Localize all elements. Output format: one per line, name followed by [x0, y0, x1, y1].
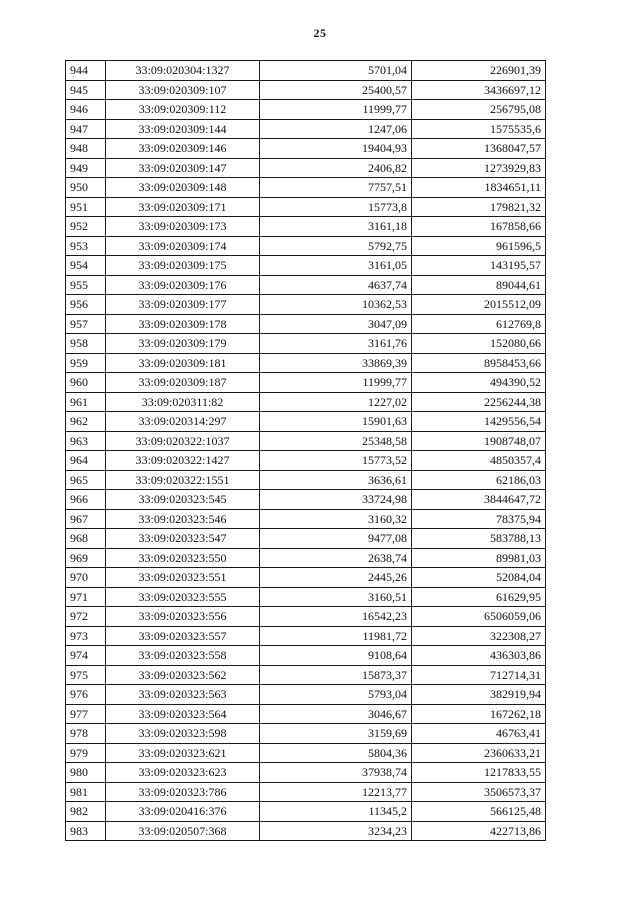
table-row — [66, 158, 546, 178]
table-row — [66, 626, 546, 646]
cadastral-number-cell: 33:09:020323:558 — [106, 646, 260, 666]
table-row — [66, 217, 546, 237]
cadastral-number-cell: 33:09:020304:1327 — [106, 61, 260, 81]
row-number-cell: 971 — [66, 587, 106, 607]
row-number-cell: 969 — [66, 548, 106, 568]
value-cell: 2256244,38 — [412, 392, 546, 412]
cadastral-number-cell: 33:09:020323:786 — [106, 782, 260, 802]
row-number-cell: 977 — [66, 704, 106, 724]
table-row — [66, 295, 546, 315]
area-cell: 3160,32 — [260, 509, 412, 529]
table-row — [66, 412, 546, 432]
page-number: 25 — [313, 26, 327, 40]
value-cell: 3844647,72 — [412, 490, 546, 510]
row-number-cell: 952 — [66, 217, 106, 237]
area-cell: 3160,51 — [260, 587, 412, 607]
value-cell: 3436697,12 — [412, 80, 546, 100]
table-row — [66, 490, 546, 510]
table-row — [66, 139, 546, 159]
table-row — [66, 782, 546, 802]
value-cell: 89044,61 — [412, 275, 546, 295]
cadastral-number-cell: 33:09:020323:551 — [106, 568, 260, 588]
area-cell: 5792,75 — [260, 236, 412, 256]
row-number-cell: 950 — [66, 178, 106, 198]
area-cell: 15873,37 — [260, 665, 412, 685]
row-number-cell: 980 — [66, 763, 106, 783]
area-cell: 1247,06 — [260, 119, 412, 139]
value-cell: 1575535,6 — [412, 119, 546, 139]
area-cell: 1227,02 — [260, 392, 412, 412]
area-cell: 3047,09 — [260, 314, 412, 334]
row-number-cell: 944 — [66, 61, 106, 81]
cadastral-number-cell: 33:09:020323:623 — [106, 763, 260, 783]
table-row — [66, 100, 546, 120]
value-cell: 1368047,57 — [412, 139, 546, 159]
cadastral-number-cell: 33:09:020323:547 — [106, 529, 260, 549]
value-cell: 322308,27 — [412, 626, 546, 646]
cadastral-number-cell: 33:09:020323:546 — [106, 509, 260, 529]
table-row — [66, 685, 546, 705]
value-cell: 566125,48 — [412, 802, 546, 822]
row-number-cell: 951 — [66, 197, 106, 217]
cadastral-number-cell: 33:09:020323:598 — [106, 724, 260, 744]
area-cell: 19404,93 — [260, 139, 412, 159]
cadastral-number-cell: 33:09:020323:564 — [106, 704, 260, 724]
area-cell: 11999,77 — [260, 373, 412, 393]
row-number-cell: 966 — [66, 490, 106, 510]
table-row — [66, 743, 546, 763]
table-row — [66, 314, 546, 334]
value-cell: 179821,32 — [412, 197, 546, 217]
cadastral-number-cell: 33:09:020309:174 — [106, 236, 260, 256]
cadastral-number-cell: 33:09:020323:555 — [106, 587, 260, 607]
area-cell: 15901,63 — [260, 412, 412, 432]
area-cell: 5701,04 — [260, 61, 412, 81]
table-row — [66, 256, 546, 276]
cadastral-number-cell: 33:09:020323:563 — [106, 685, 260, 705]
table-row — [66, 568, 546, 588]
cadastral-number-cell: 33:09:020323:562 — [106, 665, 260, 685]
value-cell: 1429556,54 — [412, 412, 546, 432]
cadastral-number-cell: 33:09:020309:179 — [106, 334, 260, 354]
cadastral-table — [65, 60, 546, 841]
area-cell: 12213,77 — [260, 782, 412, 802]
cadastral-number-cell: 33:09:020309:177 — [106, 295, 260, 315]
row-number-cell: 962 — [66, 412, 106, 432]
area-cell: 15773,52 — [260, 451, 412, 471]
area-cell: 11999,77 — [260, 100, 412, 120]
row-number-cell: 954 — [66, 256, 106, 276]
area-cell: 7757,51 — [260, 178, 412, 198]
row-number-cell: 955 — [66, 275, 106, 295]
value-cell: 6506059,06 — [412, 607, 546, 627]
value-cell: 2015512,09 — [412, 295, 546, 315]
value-cell: 1834651,11 — [412, 178, 546, 198]
row-number-cell: 959 — [66, 353, 106, 373]
table-row — [66, 587, 546, 607]
table-row — [66, 509, 546, 529]
value-cell: 143195,57 — [412, 256, 546, 276]
area-cell: 3161,18 — [260, 217, 412, 237]
area-cell: 9108,64 — [260, 646, 412, 666]
row-number-cell: 963 — [66, 431, 106, 451]
cadastral-number-cell: 33:09:020323:556 — [106, 607, 260, 627]
value-cell: 226901,39 — [412, 61, 546, 81]
table-row — [66, 119, 546, 139]
table-row — [66, 373, 546, 393]
table-row — [66, 529, 546, 549]
cadastral-number-cell: 33:09:020322:1427 — [106, 451, 260, 471]
table-row — [66, 646, 546, 666]
value-cell: 2360633,21 — [412, 743, 546, 763]
row-number-cell: 970 — [66, 568, 106, 588]
value-cell: 422713,86 — [412, 821, 546, 841]
value-cell: 1217833,55 — [412, 763, 546, 783]
table-row — [66, 334, 546, 354]
row-number-cell: 976 — [66, 685, 106, 705]
cadastral-number-cell: 33:09:020323:545 — [106, 490, 260, 510]
table-row — [66, 80, 546, 100]
cadastral-number-cell: 33:09:020309:147 — [106, 158, 260, 178]
value-cell: 167858,66 — [412, 217, 546, 237]
row-number-cell: 982 — [66, 802, 106, 822]
value-cell: 1273929,83 — [412, 158, 546, 178]
value-cell: 712714,31 — [412, 665, 546, 685]
cadastral-number-cell: 33:09:020309:171 — [106, 197, 260, 217]
area-cell: 15773,8 — [260, 197, 412, 217]
row-number-cell: 979 — [66, 743, 106, 763]
area-cell: 33724,98 — [260, 490, 412, 510]
value-cell: 78375,94 — [412, 509, 546, 529]
row-number-cell: 981 — [66, 782, 106, 802]
table-row — [66, 763, 546, 783]
table-row — [66, 236, 546, 256]
value-cell: 583788,13 — [412, 529, 546, 549]
cadastral-number-cell: 33:09:020309:148 — [106, 178, 260, 198]
row-number-cell: 957 — [66, 314, 106, 334]
cadastral-number-cell: 33:09:020323:621 — [106, 743, 260, 763]
value-cell: 52084,04 — [412, 568, 546, 588]
row-number-cell: 967 — [66, 509, 106, 529]
cadastral-number-cell: 33:09:020322:1551 — [106, 470, 260, 490]
row-number-cell: 953 — [66, 236, 106, 256]
area-cell: 37938,74 — [260, 763, 412, 783]
area-cell: 25400,57 — [260, 80, 412, 100]
row-number-cell: 958 — [66, 334, 106, 354]
area-cell: 9477,08 — [260, 529, 412, 549]
value-cell: 61629,95 — [412, 587, 546, 607]
cadastral-number-cell: 33:09:020314:297 — [106, 412, 260, 432]
area-cell: 11345,2 — [260, 802, 412, 822]
cadastral-number-cell: 33:09:020322:1037 — [106, 431, 260, 451]
table-row — [66, 431, 546, 451]
cadastral-number-cell: 33:09:020309:178 — [106, 314, 260, 334]
cadastral-number-cell: 33:09:020309:173 — [106, 217, 260, 237]
value-cell: 8958453,66 — [412, 353, 546, 373]
area-cell: 3636,61 — [260, 470, 412, 490]
cadastral-number-cell: 33:09:020309:107 — [106, 80, 260, 100]
area-cell: 25348,58 — [260, 431, 412, 451]
table-row — [66, 548, 546, 568]
row-number-cell: 964 — [66, 451, 106, 471]
row-number-cell: 974 — [66, 646, 106, 666]
table-row — [66, 724, 546, 744]
table-row — [66, 470, 546, 490]
row-number-cell: 956 — [66, 295, 106, 315]
row-number-cell: 946 — [66, 100, 106, 120]
value-cell: 256795,08 — [412, 100, 546, 120]
value-cell: 62186,03 — [412, 470, 546, 490]
value-cell: 382919,94 — [412, 685, 546, 705]
table-row — [66, 61, 546, 81]
cadastral-number-cell: 33:09:020309:181 — [106, 353, 260, 373]
cadastral-number-cell: 33:09:020309:146 — [106, 139, 260, 159]
cadastral-number-cell: 33:09:020507:368 — [106, 821, 260, 841]
row-number-cell: 948 — [66, 139, 106, 159]
value-cell: 46763,41 — [412, 724, 546, 744]
cadastral-number-cell: 33:09:020309:175 — [106, 256, 260, 276]
table-row — [66, 451, 546, 471]
table-body — [66, 61, 546, 841]
value-cell: 152080,66 — [412, 334, 546, 354]
area-cell: 2445,26 — [260, 568, 412, 588]
area-cell: 2406,82 — [260, 158, 412, 178]
row-number-cell: 973 — [66, 626, 106, 646]
value-cell: 436303,86 — [412, 646, 546, 666]
row-number-cell: 975 — [66, 665, 106, 685]
table-row — [66, 275, 546, 295]
area-cell: 33869,39 — [260, 353, 412, 373]
value-cell: 4850357,4 — [412, 451, 546, 471]
row-number-cell: 978 — [66, 724, 106, 744]
table-row — [66, 821, 546, 841]
cadastral-number-cell: 33:09:020323:557 — [106, 626, 260, 646]
cadastral-number-cell: 33:09:020309:144 — [106, 119, 260, 139]
value-cell: 494390,52 — [412, 373, 546, 393]
area-cell: 3234,23 — [260, 821, 412, 841]
area-cell: 5793,04 — [260, 685, 412, 705]
area-cell: 3046,67 — [260, 704, 412, 724]
row-number-cell: 947 — [66, 119, 106, 139]
table-row — [66, 178, 546, 198]
row-number-cell: 968 — [66, 529, 106, 549]
value-cell: 167262,18 — [412, 704, 546, 724]
value-cell: 1908748,07 — [412, 431, 546, 451]
table-row — [66, 197, 546, 217]
row-number-cell: 949 — [66, 158, 106, 178]
value-cell: 612769,8 — [412, 314, 546, 334]
area-cell: 4637,74 — [260, 275, 412, 295]
cadastral-number-cell: 33:09:020311:82 — [106, 392, 260, 412]
area-cell: 3161,05 — [260, 256, 412, 276]
table-row — [66, 704, 546, 724]
table-row — [66, 665, 546, 685]
area-cell: 3161,76 — [260, 334, 412, 354]
area-cell: 3159,69 — [260, 724, 412, 744]
row-number-cell: 961 — [66, 392, 106, 412]
cadastral-number-cell: 33:09:020309:112 — [106, 100, 260, 120]
cadastral-number-cell: 33:09:020323:550 — [106, 548, 260, 568]
row-number-cell: 965 — [66, 470, 106, 490]
table-row — [66, 392, 546, 412]
value-cell: 3506573,37 — [412, 782, 546, 802]
row-number-cell: 945 — [66, 80, 106, 100]
row-number-cell: 972 — [66, 607, 106, 627]
area-cell: 2638,74 — [260, 548, 412, 568]
cadastral-number-cell: 33:09:020309:176 — [106, 275, 260, 295]
area-cell: 11981,72 — [260, 626, 412, 646]
row-number-cell: 960 — [66, 373, 106, 393]
cadastral-number-cell: 33:09:020416:376 — [106, 802, 260, 822]
table-row — [66, 607, 546, 627]
area-cell: 16542,23 — [260, 607, 412, 627]
table-row — [66, 802, 546, 822]
value-cell: 89981,03 — [412, 548, 546, 568]
value-cell: 961596,5 — [412, 236, 546, 256]
row-number-cell: 983 — [66, 821, 106, 841]
area-cell: 10362,53 — [260, 295, 412, 315]
area-cell: 5804,36 — [260, 743, 412, 763]
cadastral-number-cell: 33:09:020309:187 — [106, 373, 260, 393]
table-row — [66, 353, 546, 373]
